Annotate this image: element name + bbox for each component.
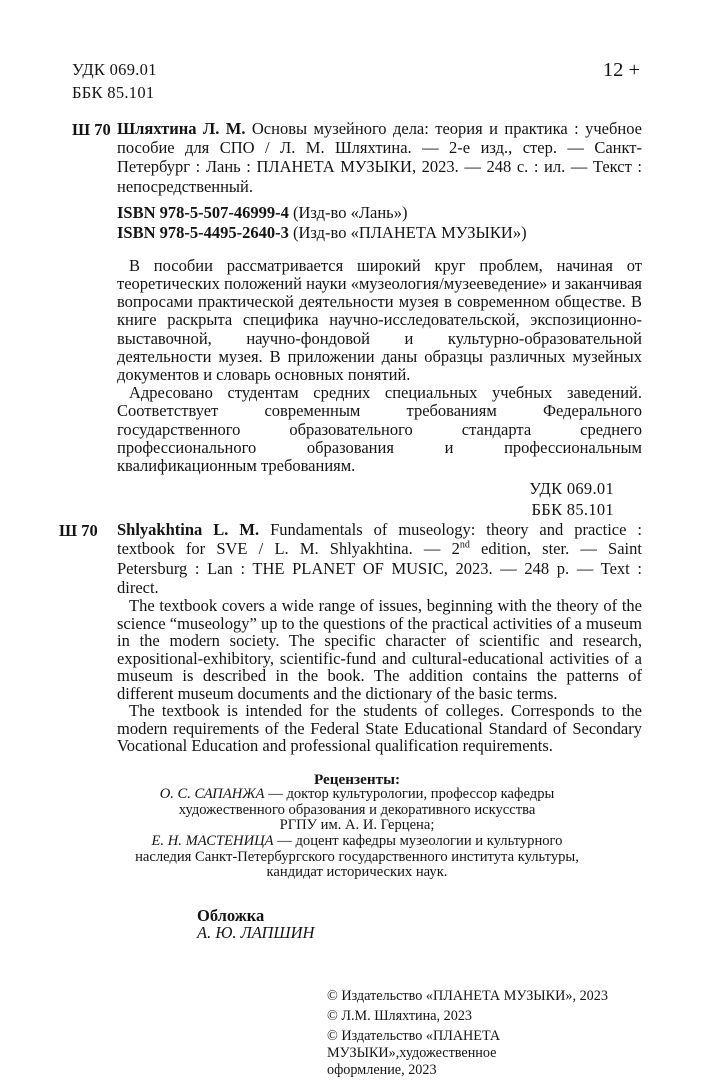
reviewer-2-line-3: кандидат исторических наук. xyxy=(266,864,448,881)
classification-codes-mid xyxy=(72,478,642,520)
bib-record-ru xyxy=(117,119,642,196)
isbn-line-planet xyxy=(117,223,642,244)
reviewer-2-line-2: наследия Санкт-Петербургского государственного института культуры, xyxy=(135,848,579,865)
reviewer-1-name: О. С. САПАНЖА xyxy=(159,786,265,803)
udc-code-top: УДК 069.01 xyxy=(72,60,157,79)
cover-designer-name: А. Ю. ЛАПШИН xyxy=(197,923,315,943)
bibliographic-entry-english xyxy=(59,520,642,756)
author-name-en: Shlyakhtina L. M. xyxy=(117,520,260,540)
reviewer-2-line-1 xyxy=(72,834,642,850)
reviewers-heading: Рецензенты: xyxy=(313,770,401,788)
reviewer-2-title: — доцент кафедры музеологии и культурного xyxy=(273,832,563,849)
reviewer-1-line-2: художественного образования и декоративного искусства xyxy=(178,801,536,818)
annotation-en-2: The textbook is intended for the students of colleges. Corresponds to the modern requirements of the Federal State Educational Standard of Secondary Vocational Education and professional qualification requirements. xyxy=(117,701,642,756)
annotation-ru-2: Адресовано студентам средних специальных учебных заведений. Соответствует современным требованиям Федерального государственного образовательного стандарта среднего профессионального образования и профессиональным квалификационным требованиям. xyxy=(117,383,642,476)
cover-label: Обложка xyxy=(197,905,265,925)
copyright-line-5: оформление, 2023 xyxy=(327,1061,437,1078)
bib-record-en xyxy=(117,520,642,597)
bibliographic-entry-russian xyxy=(72,119,642,475)
bbk-code-mid: ББК 85.101 xyxy=(531,500,614,520)
classification-codes-top xyxy=(72,58,157,104)
copyright-line-2: © Л.М. Шляхтина, 2023 xyxy=(327,1007,473,1024)
isbn-publisher-planet: (Изд-во «ПЛАНЕТА МУЗЫКИ») xyxy=(293,223,527,243)
annotation-en-1: The textbook covers a wide range of issues, beginning with the theory of the science “museology” up to the questions of the practical activities of a museum in the modern society. The specific character of scientific and research, expositional-exhibitory, scientific-fund and cultural-educational activities of a museum is described in the book. The addition contains the patterns of different museum documents and the dictionary of the basic terms. xyxy=(117,596,642,703)
bbk-code-top: ББК 85.101 xyxy=(72,83,155,102)
header-row xyxy=(72,58,642,104)
cover-credit-block xyxy=(197,907,642,942)
isbn-code-planet: ISBN 978-5-4495-2640-3 xyxy=(117,223,289,243)
reviewer-1-line-1 xyxy=(72,787,642,803)
copyright-line-4: МУЗЫКИ»,художественное xyxy=(327,1044,497,1061)
udc-code-mid: УДК 069.01 xyxy=(529,479,614,499)
reviewer-1-line-3: РГПУ им. А. И. Герцена; xyxy=(279,817,435,834)
reviewer-1-title: — доктор культурологии, профессор кафедры xyxy=(264,786,555,803)
isbn-publisher-lan: (Изд-во «Лань») xyxy=(293,202,408,222)
reviewer-2-name: Е. Н. МАСТЕНИЦА xyxy=(151,832,274,849)
ordinal-superscript: nd xyxy=(459,539,470,551)
copyright-block xyxy=(327,988,642,1079)
reviewers-block xyxy=(72,772,642,881)
isbn-line-lan xyxy=(117,203,642,224)
shelf-index-ru: Ш 70 xyxy=(72,120,111,139)
bib-entry-text-en-part1: Fundamentals of museology: theory and practice : textbook for SVE / L. M. Shlyakhtina. — 2 xyxy=(117,520,642,559)
bib-entry-text-ru: Основы музейного дела: теория и практика : учебное пособие для СПО / Л. М. Шляхтина. — 2-е изд., стер. — Санкт-Петербург : Лань : ПЛАНЕТА МУЗЫКИ, 2023. — 248 с. : ил. — Текст : непосредственный. xyxy=(117,119,642,196)
age-rating-badge: 12 + xyxy=(602,59,640,81)
author-name-ru: Шляхтина Л. М. xyxy=(117,119,246,138)
isbn-block xyxy=(117,203,642,244)
copyright-line-3: © Издательство «ПЛАНЕТА xyxy=(327,1027,501,1044)
isbn-code-lan: ISBN 978-5-507-46999-4 xyxy=(117,202,289,222)
annotation-ru-1: В пособии рассматривается широкий круг проблем, начиная от теоретических положений науки «музеология/музееведение» и заканчивая вопросами практической деятельности музея в современном обществе. В книге раскрыта специфика научно-исследовательской, экспозиционно-выставочной, научно-фондовой и культурно-образовательной деятельности музея. В приложении даны образцы различных музейных документов и словарь основных понятий. xyxy=(117,255,642,385)
shelf-index-en: Ш 70 xyxy=(59,521,98,541)
bib-entry-text-en-part2: edition, ster. — Saint Petersburg : Lan : THE PLANET OF MUSIC, 2023. — 248 p. — Text : direct. xyxy=(117,539,642,597)
copyright-line-1: © Издательство «ПЛАНЕТА МУЗЫКИ», 2023 xyxy=(327,987,608,1004)
